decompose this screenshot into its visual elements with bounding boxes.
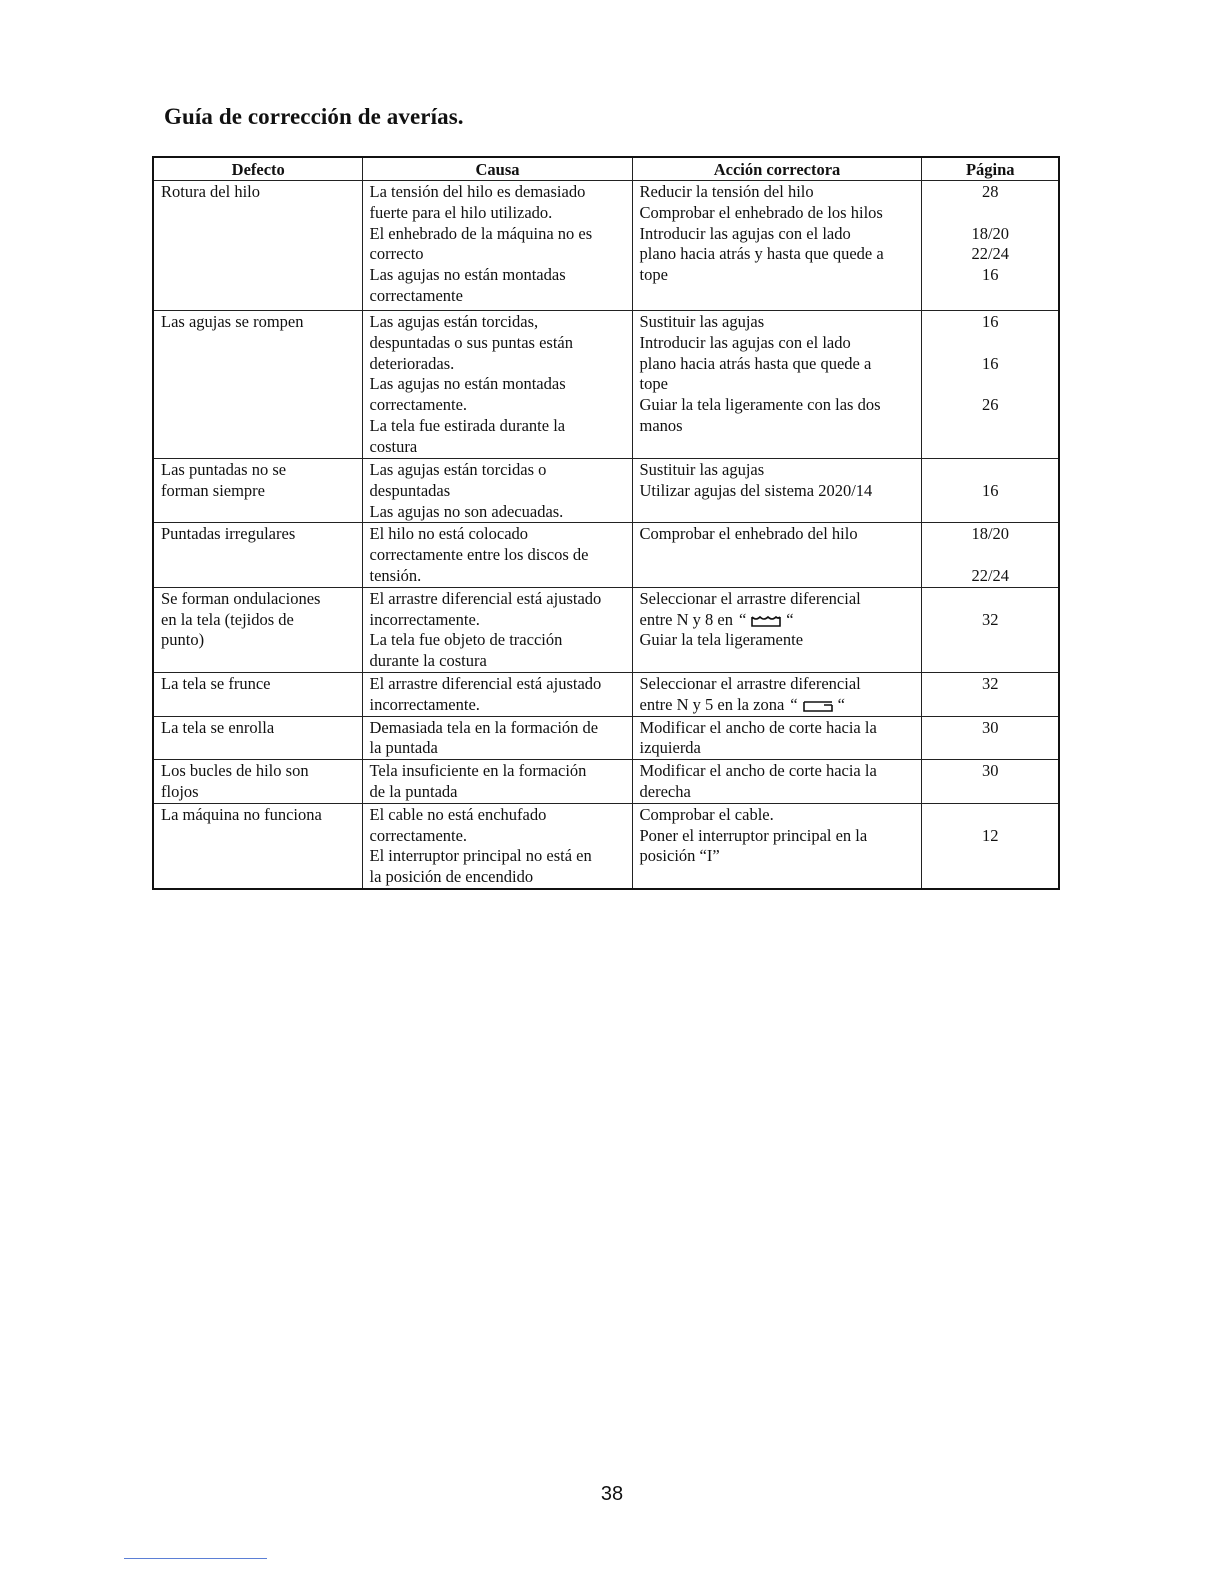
cell-line: incorrectamente. [369,694,480,714]
cell-line [929,805,1053,826]
table-body [153,181,1059,889]
cell-line: Tela insuficiente en la formación [369,761,587,781]
cell-line: El interruptor principal no está en [369,846,592,866]
cell-causa [362,587,632,672]
troubleshooting-table-container [152,156,1058,890]
cell-causa [362,523,632,587]
cell-pagina [921,803,1059,889]
cell-defecto [153,672,362,716]
footer-rule [124,1558,267,1559]
cell-line: punto) [161,630,205,650]
cell-line: El cable no está enchufado [369,804,547,824]
cell-line: Las agujas están torcidas o [369,460,547,479]
cell-line: Las agujas no están montadas [369,374,566,394]
cell-line: despuntadas o sus puntas están [369,332,573,352]
cell-line: El enhebrado de la máquina no es [369,223,593,243]
cell-line: 12 [982,825,999,845]
cell-line: Las agujas se rompen [161,312,304,331]
table-row [153,716,1059,760]
cell-line: Sustituir las agujas [639,460,765,479]
cell-line: tope [639,374,668,394]
cell-causa [362,672,632,716]
table-row [153,523,1059,587]
cell-line [929,333,1053,354]
table-row [153,672,1059,716]
cell-line [929,203,1053,224]
cell-line: durante la costura [369,651,487,671]
cell-accion [632,459,921,523]
cell-line: correctamente [369,285,463,305]
cell-line: la posición de encendido [369,867,534,887]
cell-line: 16 [982,312,999,331]
cell-causa [362,311,632,459]
header-defecto: Defecto [153,157,362,181]
page-title: Guía de corrección de averías. [164,104,464,129]
cell-line: 22/24 [971,244,1010,264]
cell-line: fuerte para el hilo utilizado. [369,202,553,222]
cell-accion [632,311,921,459]
cell-line: 30 [982,761,999,781]
cell-line: forman siempre [161,480,266,500]
cell-line: Comprobar el enhebrado del hilo [639,524,858,544]
close-quote: “ [786,609,794,629]
cell-causa [362,760,632,804]
cell-line: Introducir las agujas con el lado [639,332,851,352]
cell-line: Modificar el ancho de corte hacia la [639,717,877,737]
cell-line: El hilo no está colocado [369,524,529,544]
cell-line: Guiar la tela ligeramente con las dos [639,395,881,415]
stretched-stitch-icon [802,700,834,712]
cell-line: correctamente entre los discos de [369,545,589,565]
cell-line: 16 [982,265,999,285]
cell-line: El arrastre diferencial está ajustado [369,673,602,693]
cell-line-with-symbol [640,610,915,631]
cell-accion [632,523,921,587]
cell-line: 30 [982,717,999,737]
cell-pagina [921,523,1059,587]
gathered-stitch-icon [750,615,782,627]
cell-line: plano hacia atrás hasta que quede a [639,353,872,373]
cell-defecto [153,760,362,804]
cell-line: Reducir la tensión del hilo [639,182,814,201]
cell-line: despuntadas [369,480,451,500]
cell-line: correctamente. [369,395,468,415]
cell-line [929,589,1053,610]
cell-line: Comprobar el enhebrado de los hilos [639,202,883,222]
header-accion: Acción correctora [632,157,921,181]
cell-pagina [921,459,1059,523]
cell-pagina [921,311,1059,459]
cell-line: 32 [982,609,999,629]
cell-pagina [921,760,1059,804]
cell-line: 26 [982,395,999,415]
cell-line: izquierda [639,738,701,758]
table-header-row [153,157,1059,181]
table-row [153,181,1059,311]
page-number: 38 [600,1483,624,1505]
cell-causa [362,459,632,523]
cell-line: derecha [639,781,691,801]
cell-line: Poner el interruptor principal en la [639,825,868,845]
cell-pagina [921,587,1059,672]
cell-line: costura [369,436,418,456]
cell-pagina [921,181,1059,311]
cell-line: Demasiada tela en la formación de [369,717,599,737]
cell-defecto [153,181,362,311]
cell-line: Modificar el ancho de corte hacia la [639,761,877,781]
cell-line: La tensión del hilo es demasiado [369,182,586,201]
cell-accion [632,672,921,716]
open-quote: “ [790,694,798,714]
cell-line [929,374,1053,395]
cell-line: Las puntadas no se [161,460,287,479]
cell-line: La tela se frunce [161,673,271,693]
cell-line: La tela fue estirada durante la [369,415,566,435]
cell-line: Las agujas están torcidas, [369,312,539,331]
close-quote: “ [837,694,845,714]
table-row [153,803,1059,889]
cell-line: 16 [982,480,999,500]
table-row [153,587,1059,672]
troubleshooting-table [152,156,1060,890]
cell-line: plano hacia atrás y hasta que quede a [639,244,884,264]
cell-pagina [921,716,1059,760]
cell-line: La máquina no funciona [161,804,322,824]
cell-defecto [153,716,362,760]
cell-causa [362,181,632,311]
cell-line: Guiar la tela ligeramente [639,630,804,650]
cell-line: 22/24 [971,565,1010,585]
cell-line: 32 [982,673,999,693]
cell-defecto [153,459,362,523]
cell-line: correcto [369,244,424,264]
cell-line: Sustituir las agujas [639,312,765,331]
cell-line: deterioradas. [369,353,455,373]
cell-line: de la puntada [369,781,458,801]
header-pagina: Página [921,157,1059,181]
cell-line-with-symbol [640,695,915,716]
cell-line: Comprobar el cable. [639,804,774,824]
cell-defecto [153,523,362,587]
cell-line: Las agujas no están montadas [369,265,566,285]
cell-defecto [153,311,362,459]
cell-line: tope [639,265,668,285]
cell-line [929,460,1053,481]
cell-line: flojos [161,781,199,801]
symbol-line-text: entre N y 8 en [639,609,733,629]
cell-line: Utilizar agujas del sistema 2020/14 [639,480,873,500]
cell-line: la puntada [369,738,438,758]
cell-accion [632,181,921,311]
cell-line: 28 [982,182,999,201]
cell-line: en la tela (tejidos de [161,609,294,629]
cell-causa [362,716,632,760]
cell-accion [632,716,921,760]
header-causa: Causa [362,157,632,181]
cell-line: Seleccionar el arrastre diferencial [639,588,861,608]
cell-line: posición “I” [639,846,720,866]
cell-line: Las agujas no son adecuadas. [369,501,564,521]
cell-line: Los bucles de hilo son [161,761,309,781]
cell-line: La tela fue objeto de tracción [369,630,563,650]
cell-line: El arrastre diferencial está ajustado [369,588,602,608]
cell-line: 18/20 [971,223,1010,243]
cell-defecto [153,803,362,889]
symbol-line-text: entre N y 5 en la zona [639,694,785,714]
open-quote: “ [738,609,747,629]
cell-accion [632,760,921,804]
cell-line: Introducir las agujas con el lado [639,223,851,243]
cell-causa [362,803,632,889]
cell-defecto [153,587,362,672]
table-row [153,459,1059,523]
cell-line: incorrectamente. [369,609,480,629]
cell-line: Rotura del hilo [161,182,260,201]
cell-accion [632,803,921,889]
table-row [153,311,1059,459]
cell-line: correctamente. [369,825,468,845]
cell-pagina [921,672,1059,716]
cell-line [929,545,1053,566]
cell-accion [632,587,921,672]
cell-line: La tela se enrolla [161,717,275,737]
cell-line: manos [639,415,683,435]
cell-line: Se forman ondulaciones [161,588,321,608]
table-row [153,760,1059,804]
cell-line: tensión. [369,565,422,585]
cell-line: 16 [982,353,999,373]
cell-line: 18/20 [971,524,1010,544]
cell-line: Seleccionar el arrastre diferencial [639,673,861,693]
cell-line: Puntadas irregulares [161,524,296,544]
